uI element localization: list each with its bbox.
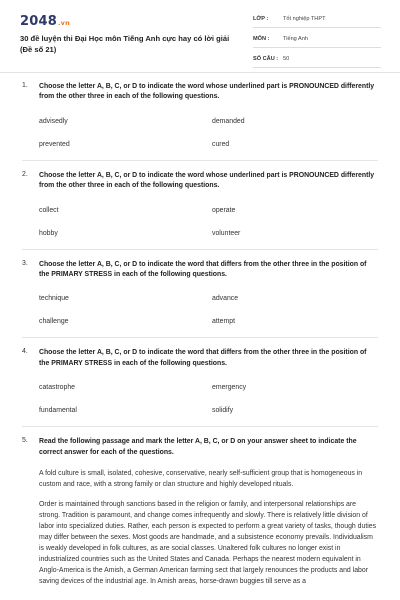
option-c[interactable]: challenge <box>39 318 69 326</box>
question-5 <box>0 437 400 587</box>
question-number: 2. <box>22 170 28 178</box>
question-divider <box>22 249 378 250</box>
passage-paragraph-1: A fold culture is small, isolated, cohesive, conservative, nearly self-sufficient group that is homogeneous in custom and race, with a strong family or clan structure and highly developed rituals. <box>39 470 363 489</box>
question-4 <box>0 348 400 415</box>
answer-options <box>39 383 378 415</box>
question-number: 1. <box>22 82 28 89</box>
meta-value: Tốt nghiệp THPT <box>283 16 326 22</box>
meta-value: Tiếng Anh <box>283 36 308 42</box>
question-1 <box>0 82 400 149</box>
question-3 <box>0 260 400 327</box>
question-text: Read the following passage and mark the letter A, B, C, or D on your answer sheet to indicate the correct answer for each of the questions. <box>39 438 357 456</box>
answer-options <box>39 117 378 149</box>
question-text: Choose the letter A, B, C, or D to indicate the word whose underlined part is PRONOUNCED differently from the other three in each of the following questions. <box>39 83 375 101</box>
option-c[interactable]: hobby <box>39 229 58 237</box>
header-divider <box>0 72 400 73</box>
question-number: 3. <box>22 259 28 267</box>
option-c[interactable]: prevented <box>39 140 70 148</box>
answer-options <box>39 294 378 326</box>
option-d[interactable]: cured <box>212 140 230 148</box>
logo-text: 2048 <box>20 14 57 29</box>
meta-row-class <box>253 14 381 28</box>
option-b[interactable]: demanded <box>212 117 245 125</box>
option-d[interactable]: attempt <box>212 318 235 326</box>
option-c[interactable]: fundamental <box>39 407 77 415</box>
option-a[interactable]: catastrophe <box>39 384 76 392</box>
option-b[interactable]: emergency <box>212 384 247 392</box>
exam-meta <box>253 14 381 74</box>
question-divider <box>22 426 378 427</box>
question-divider <box>22 160 378 161</box>
option-a[interactable]: technique <box>39 295 69 303</box>
question-text: Choose the letter A, B, C, or D to indicate the word whose underlined part is PRONOUNCED differently from the other three in each of the following questions. <box>39 171 375 190</box>
logo-suffix: .vn <box>57 19 70 27</box>
meta-row-subject <box>253 34 381 48</box>
answer-options <box>39 206 378 238</box>
site-logo[interactable] <box>20 14 70 29</box>
passage-paragraph-2: Order is maintained through sanctions based in the religion or family, and interpersonal relationships are strong. Tradition is paramount, and change comes infrequently and slowly. There is relatively little division of labor into specialized duties. Rather, each person is expected to perform a great variety of tasks, though duties may differ between the sexes. Most goods are handmade, and a subsistence economy prevails. Individualism is weakly developed in folk cultures, as are social classes. Unaltered folk cultures no longer exist in industrialized countries such as the United States and Canada. Perhaps the nearest modern equivalent in Anglo-America is the Amish, a German American farming sect that largely renounces the products and labor saving devices of the industrial age. In Amish areas, horse-drawn buggies till serve as a <box>39 501 377 586</box>
question-text: Choose the letter A, B, C, or D to indicate the word that differs from the other three in the position of the PRIMARY STRESS in each of the following questions. <box>39 349 367 367</box>
option-b[interactable]: advance <box>212 295 239 303</box>
question-divider <box>22 337 378 338</box>
meta-label: MÔN : <box>253 36 270 42</box>
question-number: 5. <box>22 437 28 445</box>
document-header <box>0 0 400 66</box>
question-text: Choose the letter A, B, C, or D to indicate the word that differs from the other three in the position of the PRIMARY STRESS in each of the following questions. <box>39 260 367 279</box>
option-a[interactable]: collect <box>39 206 59 214</box>
meta-label: SỐ CÂU : <box>253 56 279 62</box>
question-list <box>0 82 400 587</box>
document-title: 30 đề luyện thi Đại Học môn Tiếng Anh cực hay có lời giải (Đề số 21) <box>20 34 230 54</box>
meta-label: LỚP : <box>253 16 269 22</box>
meta-value: 50 <box>283 56 290 62</box>
question-2 <box>0 171 400 238</box>
question-number: 4. <box>22 348 28 356</box>
option-b[interactable]: operate <box>212 206 236 214</box>
option-a[interactable]: advisedly <box>39 117 68 125</box>
option-d[interactable]: solidify <box>212 407 234 415</box>
option-d[interactable]: volunteer <box>212 229 241 237</box>
meta-row-question-count <box>253 54 381 68</box>
